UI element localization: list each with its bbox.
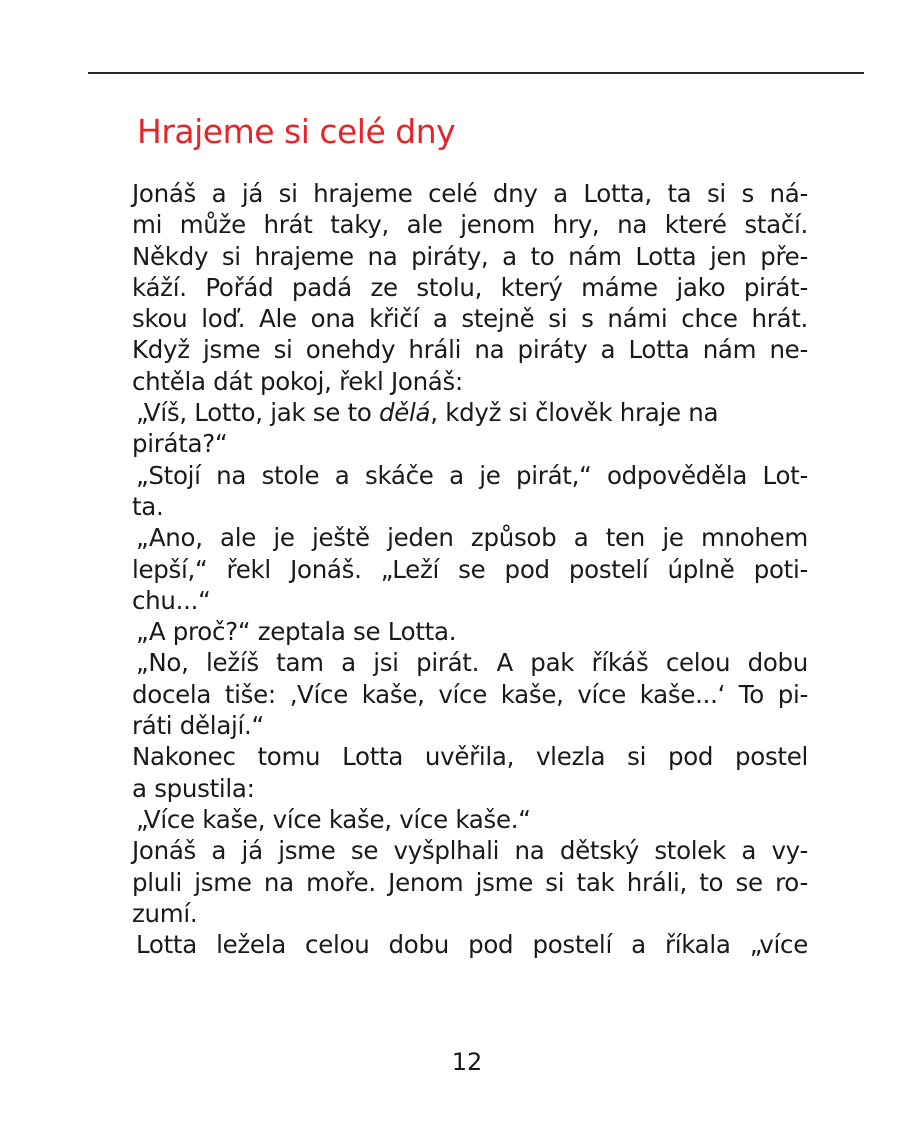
text-line: lepší,“ řekl Jonáš. „Leží se pod postelí úplně poti-: [132, 554, 808, 584]
text-line: mi může hrát taky, ale jenom hry, na které stačí.: [132, 210, 808, 240]
text-line: Když jsme si onehdy hráli na piráty a Lotta nám ne-: [132, 335, 808, 365]
text-line: chtěla dát pokoj, řekl Jonáš:: [132, 366, 463, 396]
text-line: chu...“: [132, 585, 211, 615]
body-text: [132, 178, 808, 960]
text-line: Jonáš a já jsme se vyšplhali na dětský stolek a vy-: [132, 836, 808, 866]
top-rule: [88, 72, 864, 74]
text-line: ráti dělají.“: [132, 711, 264, 741]
text-line: „Více kaše, více kaše, více kaše.“: [136, 804, 531, 834]
text-line: Jonáš a já si hrajeme celé dny a Lotta, ta si s ná-: [132, 179, 808, 208]
text-segment: , když si člověk hraje na: [430, 398, 719, 428]
text-segment: „Víš, Lotto, jak se to: [136, 398, 379, 428]
text-line: Lotta ležela celou dobu pod postelí a říkala „více: [136, 930, 808, 960]
text-line: „Ano, ale je ještě jeden způsob a ten je mnohem: [136, 523, 808, 553]
page-number: 12: [451, 1048, 483, 1076]
text-line: „Stojí na stole a skáče a je pirát,“ odpověděla Lot-: [136, 460, 808, 490]
text-line: Někdy si hrajeme na piráty, a to nám Lotta jen pře-: [132, 241, 808, 271]
text-line: [132, 397, 808, 428]
text-line: skou loď. Ale ona křičí a stejně si s námi chce hrát.: [132, 304, 808, 334]
text-line: zumí.: [132, 898, 198, 928]
text-line: Nakonec tomu Lotta uvěřila, vlezla si pod postel: [132, 742, 808, 772]
text-line: káží. Pořád padá ze stolu, který máme jako pirát-: [132, 272, 808, 302]
text-line: „A proč?“ zeptala se Lotta.: [136, 617, 457, 647]
emphasized-word: dělá: [379, 398, 431, 428]
text-line: piráta?“: [132, 429, 228, 459]
chapter-title: Hrajeme si celé dny: [137, 112, 456, 151]
text-line: „No, ležíš tam a jsi pirát. A pak říkáš celou dobu: [136, 648, 808, 678]
text-line: ta.: [132, 491, 164, 521]
text-line: pluli jsme na moře. Jenom jsme si tak hráli, to se ro-: [132, 867, 808, 897]
text-line: docela tiše: ‚Více kaše, více kaše, více kaše...‘ To pi-: [132, 679, 808, 709]
text-line: a spustila:: [132, 773, 255, 803]
